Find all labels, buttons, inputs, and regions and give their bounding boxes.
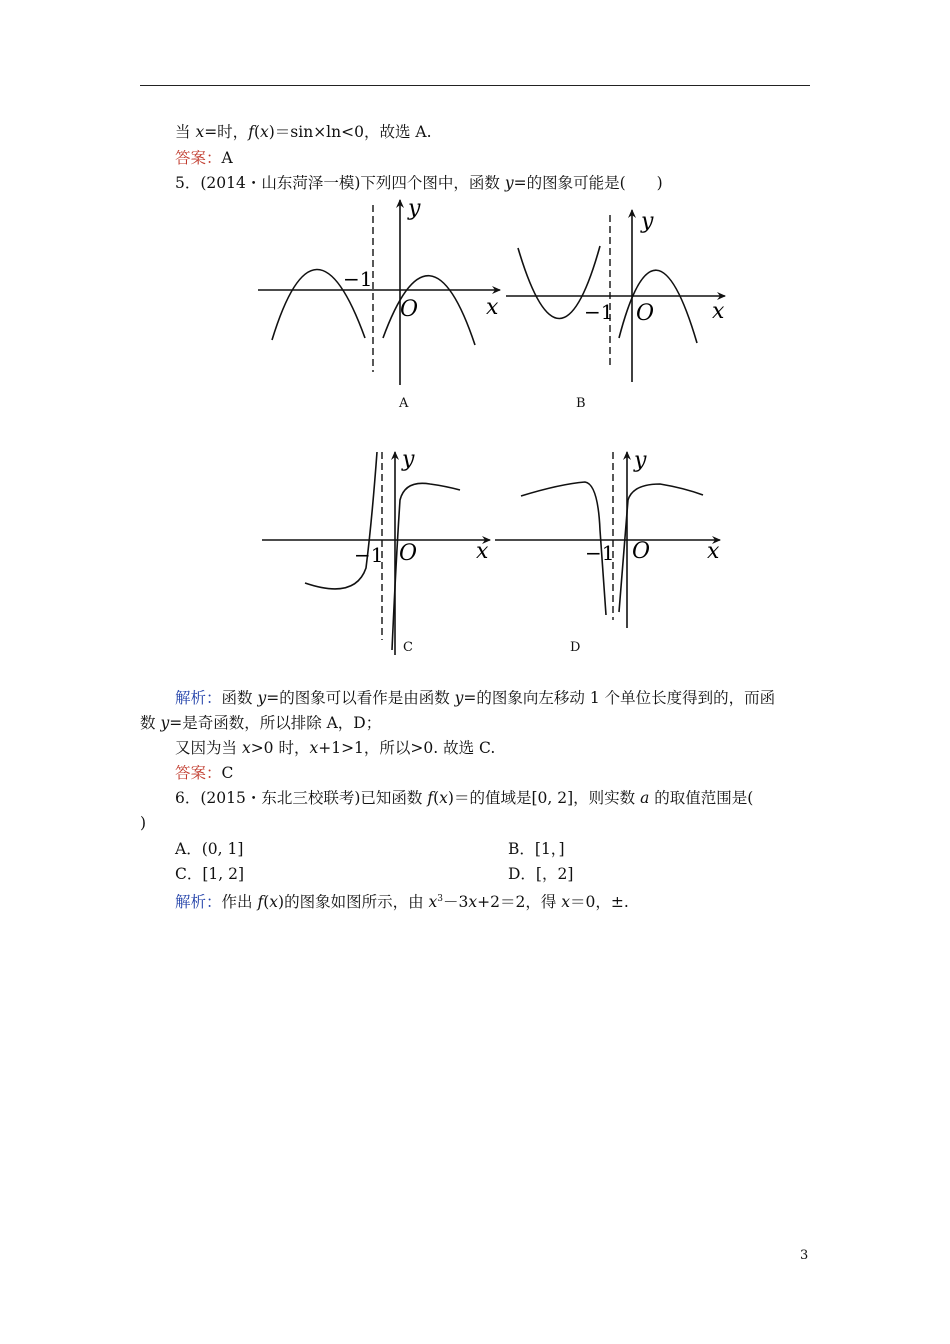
- answer-label: 答案：: [175, 149, 222, 167]
- text: 函数: [221, 689, 258, 707]
- text: 作出: [221, 893, 258, 912]
- curve-c-right: [392, 483, 460, 650]
- text: ): [140, 814, 147, 832]
- caption-d: D: [570, 640, 581, 655]
- label-minus-one: −1: [343, 267, 373, 291]
- caption-a: A: [399, 396, 409, 411]
- curve-b-right: [619, 270, 697, 343]
- page-number: 3: [800, 1248, 809, 1263]
- answer-value: A: [221, 149, 233, 167]
- text: 6．(2015・东北三校联考)已知函数: [175, 789, 428, 807]
- text: －3: [442, 893, 469, 912]
- var-a: a: [640, 789, 650, 807]
- text: 当: [175, 123, 196, 141]
- var-y: y: [257, 689, 267, 707]
- var-y: y: [160, 714, 170, 732]
- var-x: x: [439, 789, 448, 807]
- answer-value: C: [221, 764, 234, 782]
- text: =的图象可能是( ): [513, 174, 663, 192]
- text: )＝的值域是[0, 2]，则实数: [447, 789, 641, 807]
- var-x: x: [561, 893, 570, 912]
- text: )的图象如图所示，由: [278, 893, 429, 912]
- graph-c: [262, 447, 490, 655]
- graph-d: [495, 448, 720, 628]
- var-x: x: [468, 893, 478, 912]
- var-x: x: [269, 893, 279, 912]
- text: 又因为当: [175, 739, 242, 757]
- curve-c-left: [305, 452, 377, 589]
- var-x: x: [309, 739, 319, 757]
- var-x: x: [195, 123, 205, 141]
- label-minus-one: −1: [584, 300, 614, 324]
- option-b: B．[1，]: [508, 840, 565, 858]
- caption-c: C: [403, 640, 413, 655]
- text: 5．(2014・山东菏泽一模)下列四个图中，函数: [175, 174, 505, 192]
- text: =的图象可以看作是由函数: [266, 689, 455, 707]
- answer-q5: [175, 763, 233, 783]
- question-6-stem: [175, 788, 753, 808]
- option-a: A．(0, 1]: [175, 840, 244, 858]
- explanation-label: 解析：: [175, 689, 222, 707]
- text: =的图象向左移动 1 个单位长度得到的，而函: [463, 689, 776, 707]
- graph-a: [258, 196, 500, 385]
- text: =时，: [204, 123, 249, 141]
- var-f: f: [257, 893, 264, 912]
- text: 数: [140, 714, 161, 732]
- text: =是奇函数，所以排除 A，D；: [169, 714, 382, 732]
- text: +1>1，所以>0. 故选 C.: [318, 739, 496, 757]
- var-x: x: [241, 739, 251, 757]
- option-d: D．[，2]: [508, 865, 574, 883]
- label-y-axis: y: [641, 209, 654, 234]
- var-x: x: [428, 893, 438, 912]
- label-origin: O: [399, 541, 418, 566]
- graph-b: [506, 209, 725, 382]
- explanation-q5-line2: [140, 713, 381, 733]
- text: (: [433, 789, 440, 807]
- label-minus-one: −1: [354, 543, 384, 567]
- answer-label: 答案：: [175, 764, 222, 782]
- label-x-axis: x: [476, 539, 489, 564]
- var-f: f: [427, 789, 434, 807]
- text: (: [263, 893, 270, 912]
- curve-a-right: [383, 276, 475, 345]
- superscript: 3: [437, 894, 443, 904]
- label-minus-one: −1: [585, 541, 615, 565]
- label-origin: O: [636, 301, 655, 326]
- explanation-label: 解析：: [175, 893, 222, 912]
- caption-b: B: [576, 396, 586, 411]
- var-x: x: [260, 123, 269, 141]
- text: >0 时，: [250, 739, 310, 757]
- option-c: C．[1, 2]: [175, 865, 245, 883]
- text: (: [253, 123, 260, 141]
- label-y-axis: y: [634, 448, 647, 473]
- explanation-q5-line1: [175, 688, 775, 708]
- explanation-q5-line3: [175, 738, 495, 758]
- text: 的取值范围是(: [649, 789, 754, 807]
- label-x-axis: x: [712, 299, 725, 324]
- text: )＝sin×ln<0，故选 A.: [268, 123, 432, 141]
- var-f: f: [248, 123, 254, 141]
- label-origin: O: [400, 297, 419, 322]
- explanation-q6: [175, 889, 629, 912]
- text: +2＝2，得: [477, 893, 562, 912]
- var-y: y: [454, 689, 464, 707]
- label-x-axis: x: [707, 539, 720, 564]
- label-y-axis: y: [402, 447, 415, 472]
- question-6-stem-cont: [140, 813, 146, 833]
- label-origin: O: [632, 539, 651, 564]
- label-x-axis: x: [486, 295, 499, 320]
- var-y: y: [504, 174, 514, 192]
- label-y-axis: y: [408, 196, 421, 221]
- text: ＝0，±.: [570, 893, 629, 912]
